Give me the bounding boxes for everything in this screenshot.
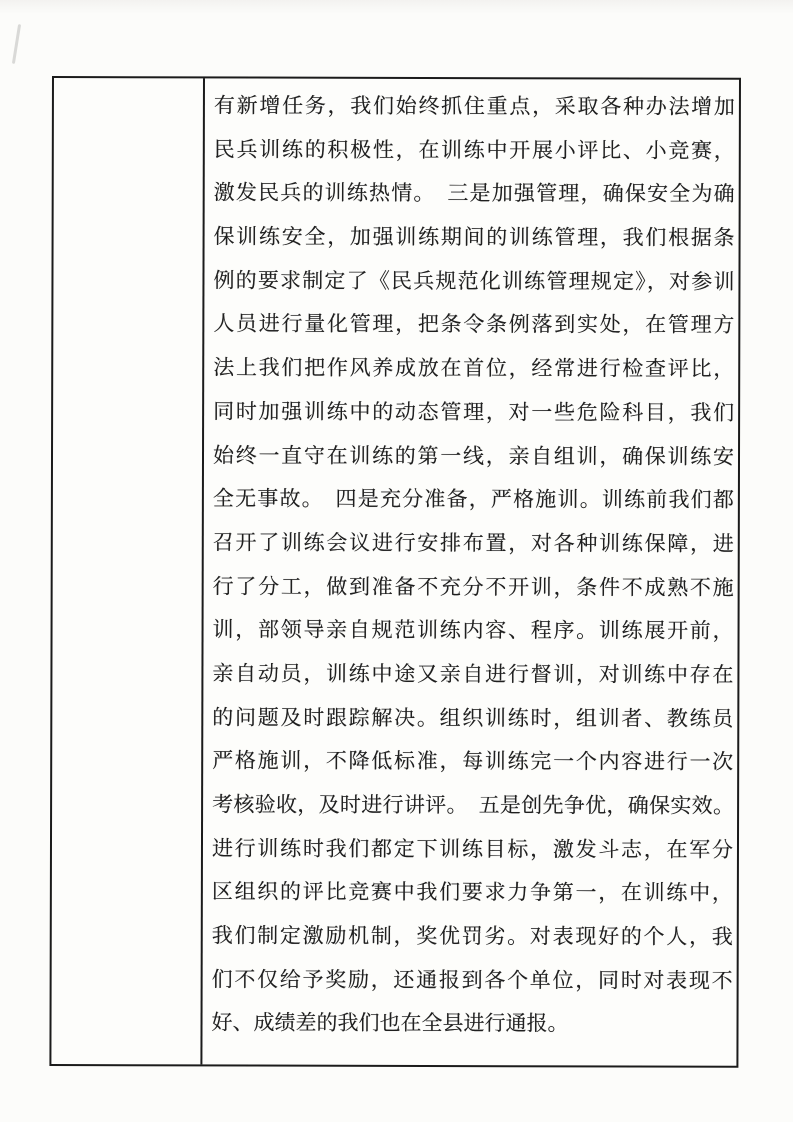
table-body-column [202, 78, 739, 1065]
scan-artifact-line [12, 24, 21, 64]
text-line: 们不仅给予奖励，还通报到各个单位，同时对表现不 [211, 967, 733, 993]
text-line: 同时加强训练中的动态管理，对一些危险科目，我们 [213, 399, 735, 425]
text-line: 始终一直守在训练的第一线，亲自组训，确保训练安 [212, 442, 735, 469]
text-line: 的问题及时跟踪解决。组织训练时，组训者、教练员 [212, 705, 734, 731]
text-line: 行了分工，做到准备不充分不开训，条件不成熟不施 [212, 573, 734, 600]
table-left-column [51, 78, 205, 1064]
text-line: 严格施训，不降低标准，每训练完一个内容进行一次 [212, 748, 734, 775]
text-line: 保训练安全，加强训练期间的训练管理，我们根据条 [213, 224, 735, 250]
text-line: 训，部领导亲自规范训练内容、程序。训练展开前， [212, 617, 734, 644]
text-line: 激发民兵的训练热情。 三是加强管理，确保安全为确 [213, 180, 735, 207]
text-line: 召开了训练会议进行安排布置，对各种训练保障，进 [212, 530, 734, 556]
text-line: 例的要求制定了《民兵规范化训练管理规定》，对参训 [213, 268, 735, 294]
text-line: 有新增任务，我们始终抓住重点，采取各种办法增加 [213, 93, 735, 119]
text-line: 我们制定激励机制，奖优罚劣。对表现好的个人，我 [211, 923, 733, 949]
document-table [49, 76, 741, 1068]
text-line: 法上我们把作风养成放在首位，经常进行检查评比， [213, 355, 735, 381]
text-line: 民兵训练的积极性，在训练中开展小评比、小竞赛， [213, 137, 735, 163]
text-line: 全无事故。 四是充分准备，严格施训。训练前我们都 [212, 486, 734, 512]
text-line: 区组织的评比竞赛中我们要求力争第一，在训练中， [211, 879, 733, 906]
text-line: 好、成绩差的我们也在全县进行通报。 [211, 1010, 569, 1036]
text-line: 考核验收，及时进行讲评。 五是创先争优，确保实效。 [212, 792, 734, 818]
text-line: 亲自动员，训练中途又亲自进行督训，对训练中存在 [212, 661, 734, 687]
text-line: 人员进行量化管理，把条令条例落到实处，在管理方 [213, 311, 735, 338]
text-line: 进行训练时我们都定下训练目标，激发斗志，在军分 [211, 836, 734, 862]
